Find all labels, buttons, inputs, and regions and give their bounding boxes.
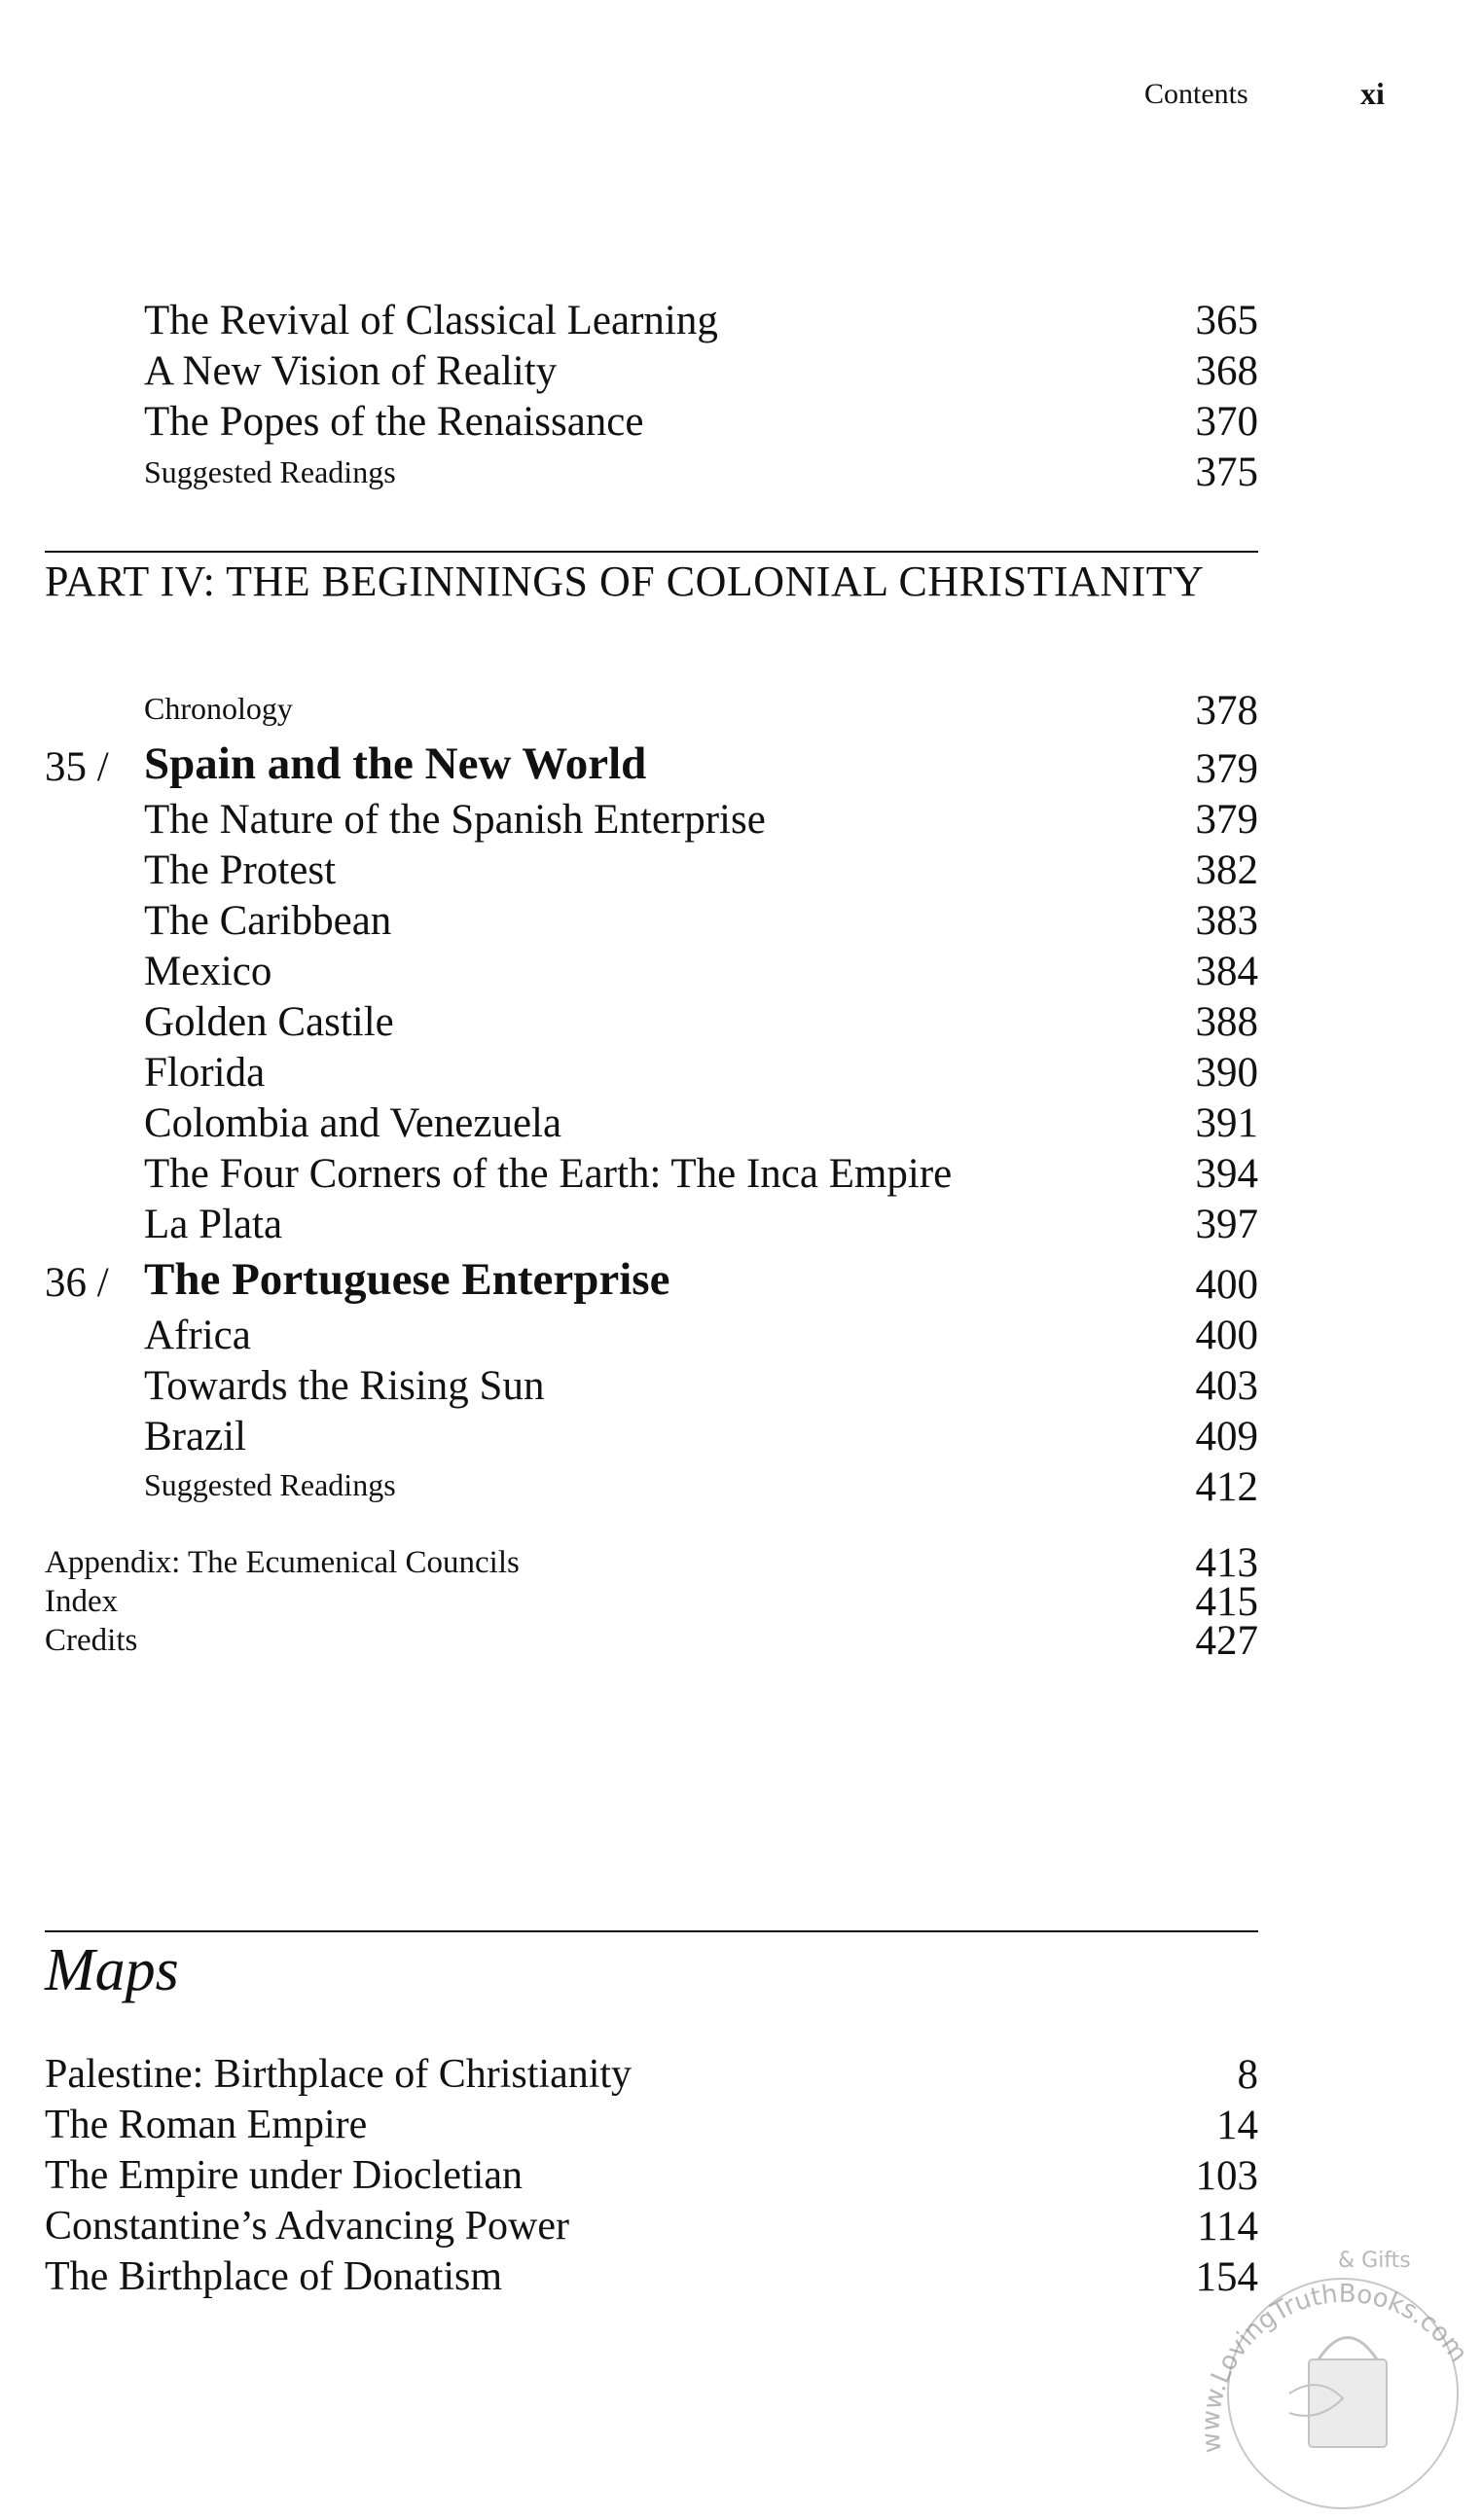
map-entry-page: 154 <box>1195 2254 1258 2300</box>
chapter-number: 36 / <box>45 1260 109 1306</box>
map-entry-page: 14 <box>1216 2103 1258 2148</box>
toc-entry-title: Golden Castile <box>144 999 394 1045</box>
page-number: xi <box>1360 76 1385 111</box>
map-entry-title: Palestine: Birthplace of Christianity <box>45 2052 633 2097</box>
toc-entry-page: 400 <box>1195 1313 1258 1358</box>
toc-entry-title: Index <box>45 1584 119 1619</box>
part-divider-rule <box>45 551 1258 553</box>
toc-entry-page: 370 <box>1195 399 1258 445</box>
map-entry-title: The Birthplace of Donatism <box>45 2254 503 2299</box>
toc-entry-title: The Caribbean <box>144 898 392 944</box>
toc-entry-title: The Revival of Classical Learning <box>144 298 718 343</box>
toc-entry-page: 427 <box>1195 1618 1258 1664</box>
bookseller-stamp-watermark <box>1173 2228 1482 2520</box>
chapter-title: The Portuguese Enterprise <box>144 1254 670 1305</box>
maps-divider-rule <box>45 1930 1258 1932</box>
toc-entry-title: Suggested Readings <box>144 454 396 489</box>
toc-entry-title: The Four Corners of the Earth: The Inca Empire <box>144 1151 953 1197</box>
toc-entry-title: A New Vision of Reality <box>144 348 558 394</box>
toc-entry-page: 397 <box>1195 1202 1258 1247</box>
gift-bag-icon <box>1289 2338 1387 2448</box>
toc-entry-title: Africa <box>144 1313 251 1358</box>
map-entry-page: 8 <box>1237 2052 1258 2098</box>
toc-entry-page: 415 <box>1195 1579 1258 1625</box>
map-entry-title: The Empire under Diocletian <box>45 2153 523 2198</box>
toc-entry-page: 383 <box>1195 898 1258 944</box>
stamp-text: www.LovingTruthBooks.com <box>1196 2279 1473 2455</box>
toc-entry-page: 390 <box>1195 1050 1258 1096</box>
toc-entry-title: Mexico <box>144 949 272 994</box>
toc-entry-page: 375 <box>1195 450 1258 495</box>
chapter-page: 400 <box>1195 1262 1258 1308</box>
toc-entry-title: Appendix: The Ecumenical Councils <box>45 1545 520 1580</box>
toc-entry-title: Suggested Readings <box>144 1467 396 1502</box>
toc-entry-page: 379 <box>1195 797 1258 843</box>
chapter-number: 35 / <box>45 744 109 790</box>
map-entry-page: 114 <box>1197 2204 1258 2250</box>
toc-entry-title: Colombia and Venezuela <box>144 1100 562 1146</box>
toc-entry-title: Towards the Rising Sun <box>144 1363 545 1409</box>
toc-entry-page: 412 <box>1195 1464 1258 1510</box>
toc-entry-title: Brazil <box>144 1414 247 1459</box>
toc-entry-title: The Popes of the Renaissance <box>144 399 644 445</box>
map-entry-page: 103 <box>1195 2153 1258 2199</box>
toc-entry-page: 365 <box>1195 298 1258 343</box>
toc-entry-title: The Nature of the Spanish Enterprise <box>144 797 766 843</box>
maps-heading: Maps <box>45 1937 179 2003</box>
stamp-subtext: & Gifts <box>1338 2249 1411 2273</box>
toc-entry-page: 382 <box>1195 847 1258 893</box>
toc-entry-title: Credits <box>45 1623 138 1658</box>
toc-entry-page: 403 <box>1195 1363 1258 1409</box>
part-title: PART IV: THE BEGINNINGS OF COLONIAL CHRISTIANITY <box>45 558 1205 605</box>
toc-entry-title: Florida <box>144 1050 266 1096</box>
toc-entry-title: The Protest <box>144 847 337 893</box>
chapter-title: Spain and the New World <box>144 738 647 789</box>
toc-entry-page: 394 <box>1195 1151 1258 1197</box>
toc-entry-page: 378 <box>1195 688 1258 734</box>
toc-entry-page: 384 <box>1195 949 1258 994</box>
toc-entry-page: 391 <box>1195 1100 1258 1146</box>
toc-entry-page: 368 <box>1195 348 1258 394</box>
chapter-page: 379 <box>1195 746 1258 792</box>
toc-entry-page: 388 <box>1195 999 1258 1045</box>
toc-entry-title: La Plata <box>144 1202 283 1247</box>
map-entry-title: The Roman Empire <box>45 2103 368 2147</box>
toc-entry-page: 413 <box>1195 1540 1258 1586</box>
toc-entry-title: Chronology <box>144 691 293 726</box>
running-head-title: Contents <box>1144 78 1248 110</box>
map-entry-title: Constantine’s Advancing Power <box>45 2204 569 2249</box>
toc-entry-page: 409 <box>1195 1414 1258 1459</box>
